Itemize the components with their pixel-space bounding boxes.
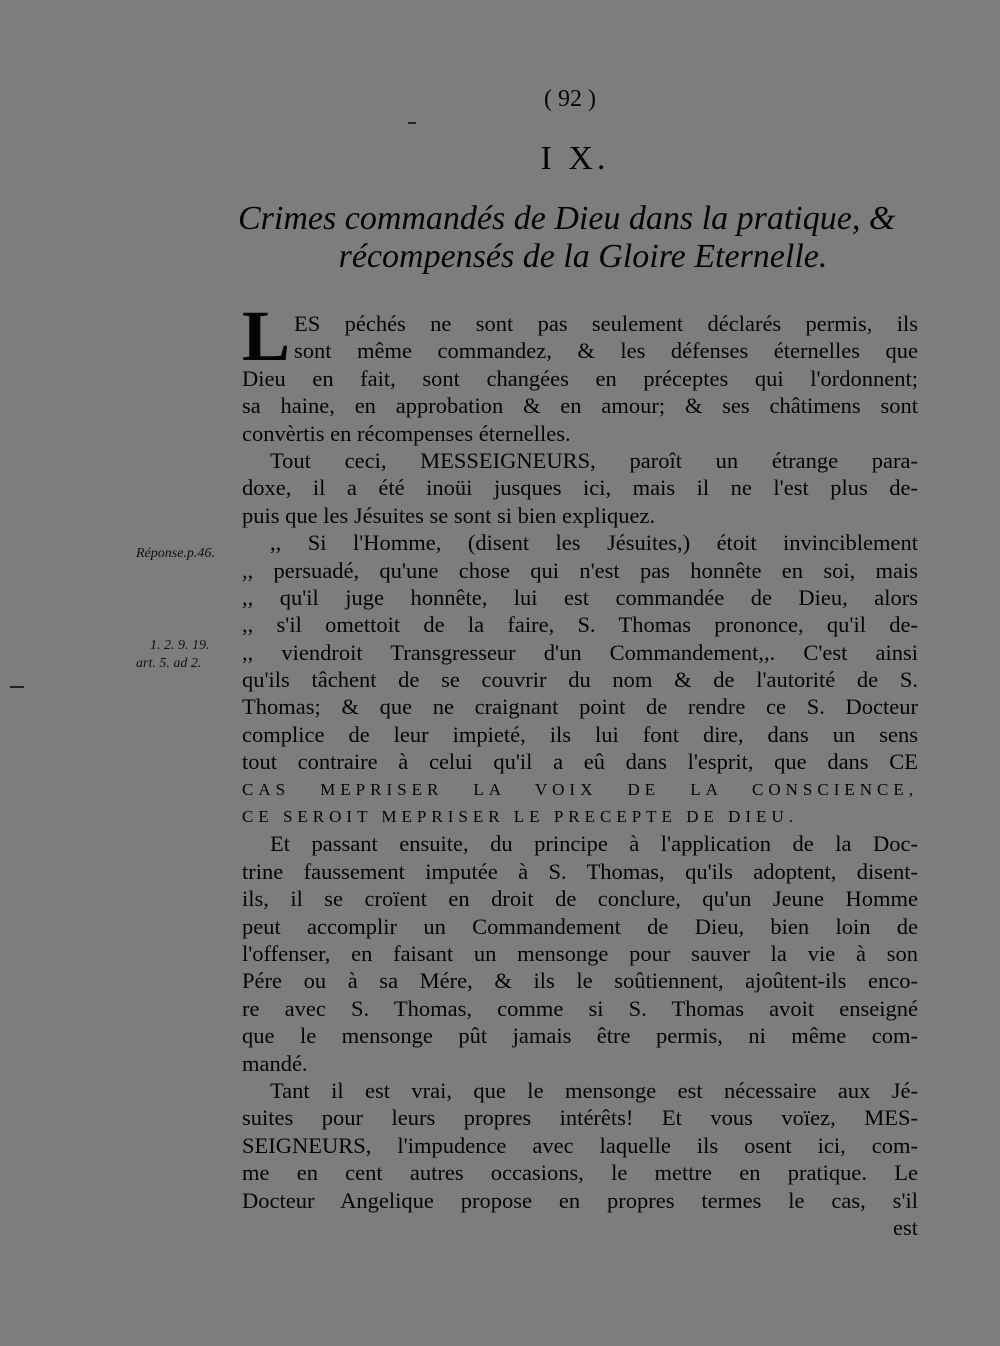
text-line: Docteur Angelique propose en propres termes le cas, s'il: [242, 1187, 918, 1213]
text-line: doxe, il a été inoüi jusques ici, mais il ne l'est plus de-: [242, 475, 918, 501]
text-line: sont même commandez, & les défenses éternelles que: [294, 338, 918, 364]
text-line: peut accomplir un Commandement de Dieu, bien loin de: [242, 913, 918, 939]
drop-cap: L: [242, 296, 291, 376]
chapter-title-line-1: Crimes commandés de Dieu dans la pratique, &: [238, 200, 896, 237]
text-line: CE SEROIT MEPRISER LE PRECEPTE DE DIEU.: [242, 807, 798, 827]
text-line: SEIGNEURS, l'impudence avec laquelle ils osent ici, com-: [242, 1132, 918, 1158]
text-line: complice de leur impieté, ils lui font dire, dans un sens: [242, 721, 918, 747]
text-line: Et passant ensuite, du principe à l'application de la Doc-: [270, 831, 918, 857]
text-line: ,, s'il omettoit de la faire, S. Thomas prononce, qu'il de-: [242, 612, 918, 638]
text-line: me en cent autres occasions, le mettre en pratique. Le: [242, 1160, 918, 1186]
chapter-title-line-2: récompensés de la Gloire Eternelle.: [338, 238, 828, 275]
catchword: est: [893, 1214, 918, 1240]
text-line: convèrtis en récompenses éternelles.: [242, 420, 571, 446]
text-line: ,, persuadé, qu'une chose qui n'est pas honnête en soi, mais: [242, 557, 918, 583]
text-line: ES péchés ne sont pas seulement déclarés permis, ils: [294, 311, 918, 336]
page-number: ( 92 ): [544, 86, 596, 112]
text-line: Tout ceci, MESSEIGNEURS, paroît un étrange para-: [270, 447, 918, 473]
text-line: que le mensonge pût jamais être permis, ni même com-: [242, 1023, 918, 1049]
text-line: qu'ils tâchent de se couvrir du nom & de l'autorité de S.: [242, 667, 918, 693]
text-line: ils, il se croïent en droit de conclure, qu'un Jeune Homme: [242, 886, 918, 912]
text-line: Tant il est vrai, que le mensonge est nécessaire aux Jé-: [270, 1077, 918, 1103]
text-line: ,, qu'il juge honnête, lui est commandée de Dieu, alors: [242, 584, 918, 610]
text-line: Dieu en fait, sont changées en préceptes qui l'ordonnent;: [242, 365, 918, 391]
print-speck: [10, 686, 24, 688]
text-line: ,, viendroit Transgresseur d'un Commandement,,. C'est ainsi: [242, 639, 918, 665]
body-text: [242, 310, 918, 1241]
text-line: trine faussement imputée à S. Thomas, qu'ils adoptent, disent-: [242, 858, 918, 884]
text-line: ,, Si l'Homme, (disent les Jésuites,) étoit invinciblement: [270, 530, 918, 556]
text-line: l'offenser, en faisant un mensonge pour sauver la vie à son: [242, 940, 918, 966]
text-line: mandé.: [242, 1050, 308, 1076]
text-line: CAS MEPRISER LA VOIX DE LA CONSCIENCE,: [242, 779, 918, 799]
print-speck: [408, 122, 416, 124]
text-line: Pére ou à sa Mére, & ils le soûtiennent, ajoûtent-ils enco-: [242, 968, 918, 994]
text-line: Thomas; & que ne craignant point de rendre ce S. Docteur: [242, 694, 918, 720]
text-line: sa haine, en approbation & en amour; & ses châtimens sont: [242, 393, 918, 419]
text-line: suites pour leurs propres intérêts! Et vous voïez, MES-: [242, 1105, 918, 1131]
text-line: re avec S. Thomas, comme si S. Thomas avoit enseigné: [242, 995, 918, 1021]
margin-note: art. 5. ad 2.: [136, 656, 202, 671]
text-line: puis que les Jésuites se sont si bien expliquez.: [242, 502, 656, 528]
text-line: tout contraire à celui qu'il a eû dans l'esprit, que dans CE: [242, 749, 918, 775]
section-number: I X.: [540, 140, 610, 177]
margin-note: Réponse.p.46.: [136, 546, 215, 561]
margin-note: 1. 2. 9. 19.: [150, 638, 210, 653]
